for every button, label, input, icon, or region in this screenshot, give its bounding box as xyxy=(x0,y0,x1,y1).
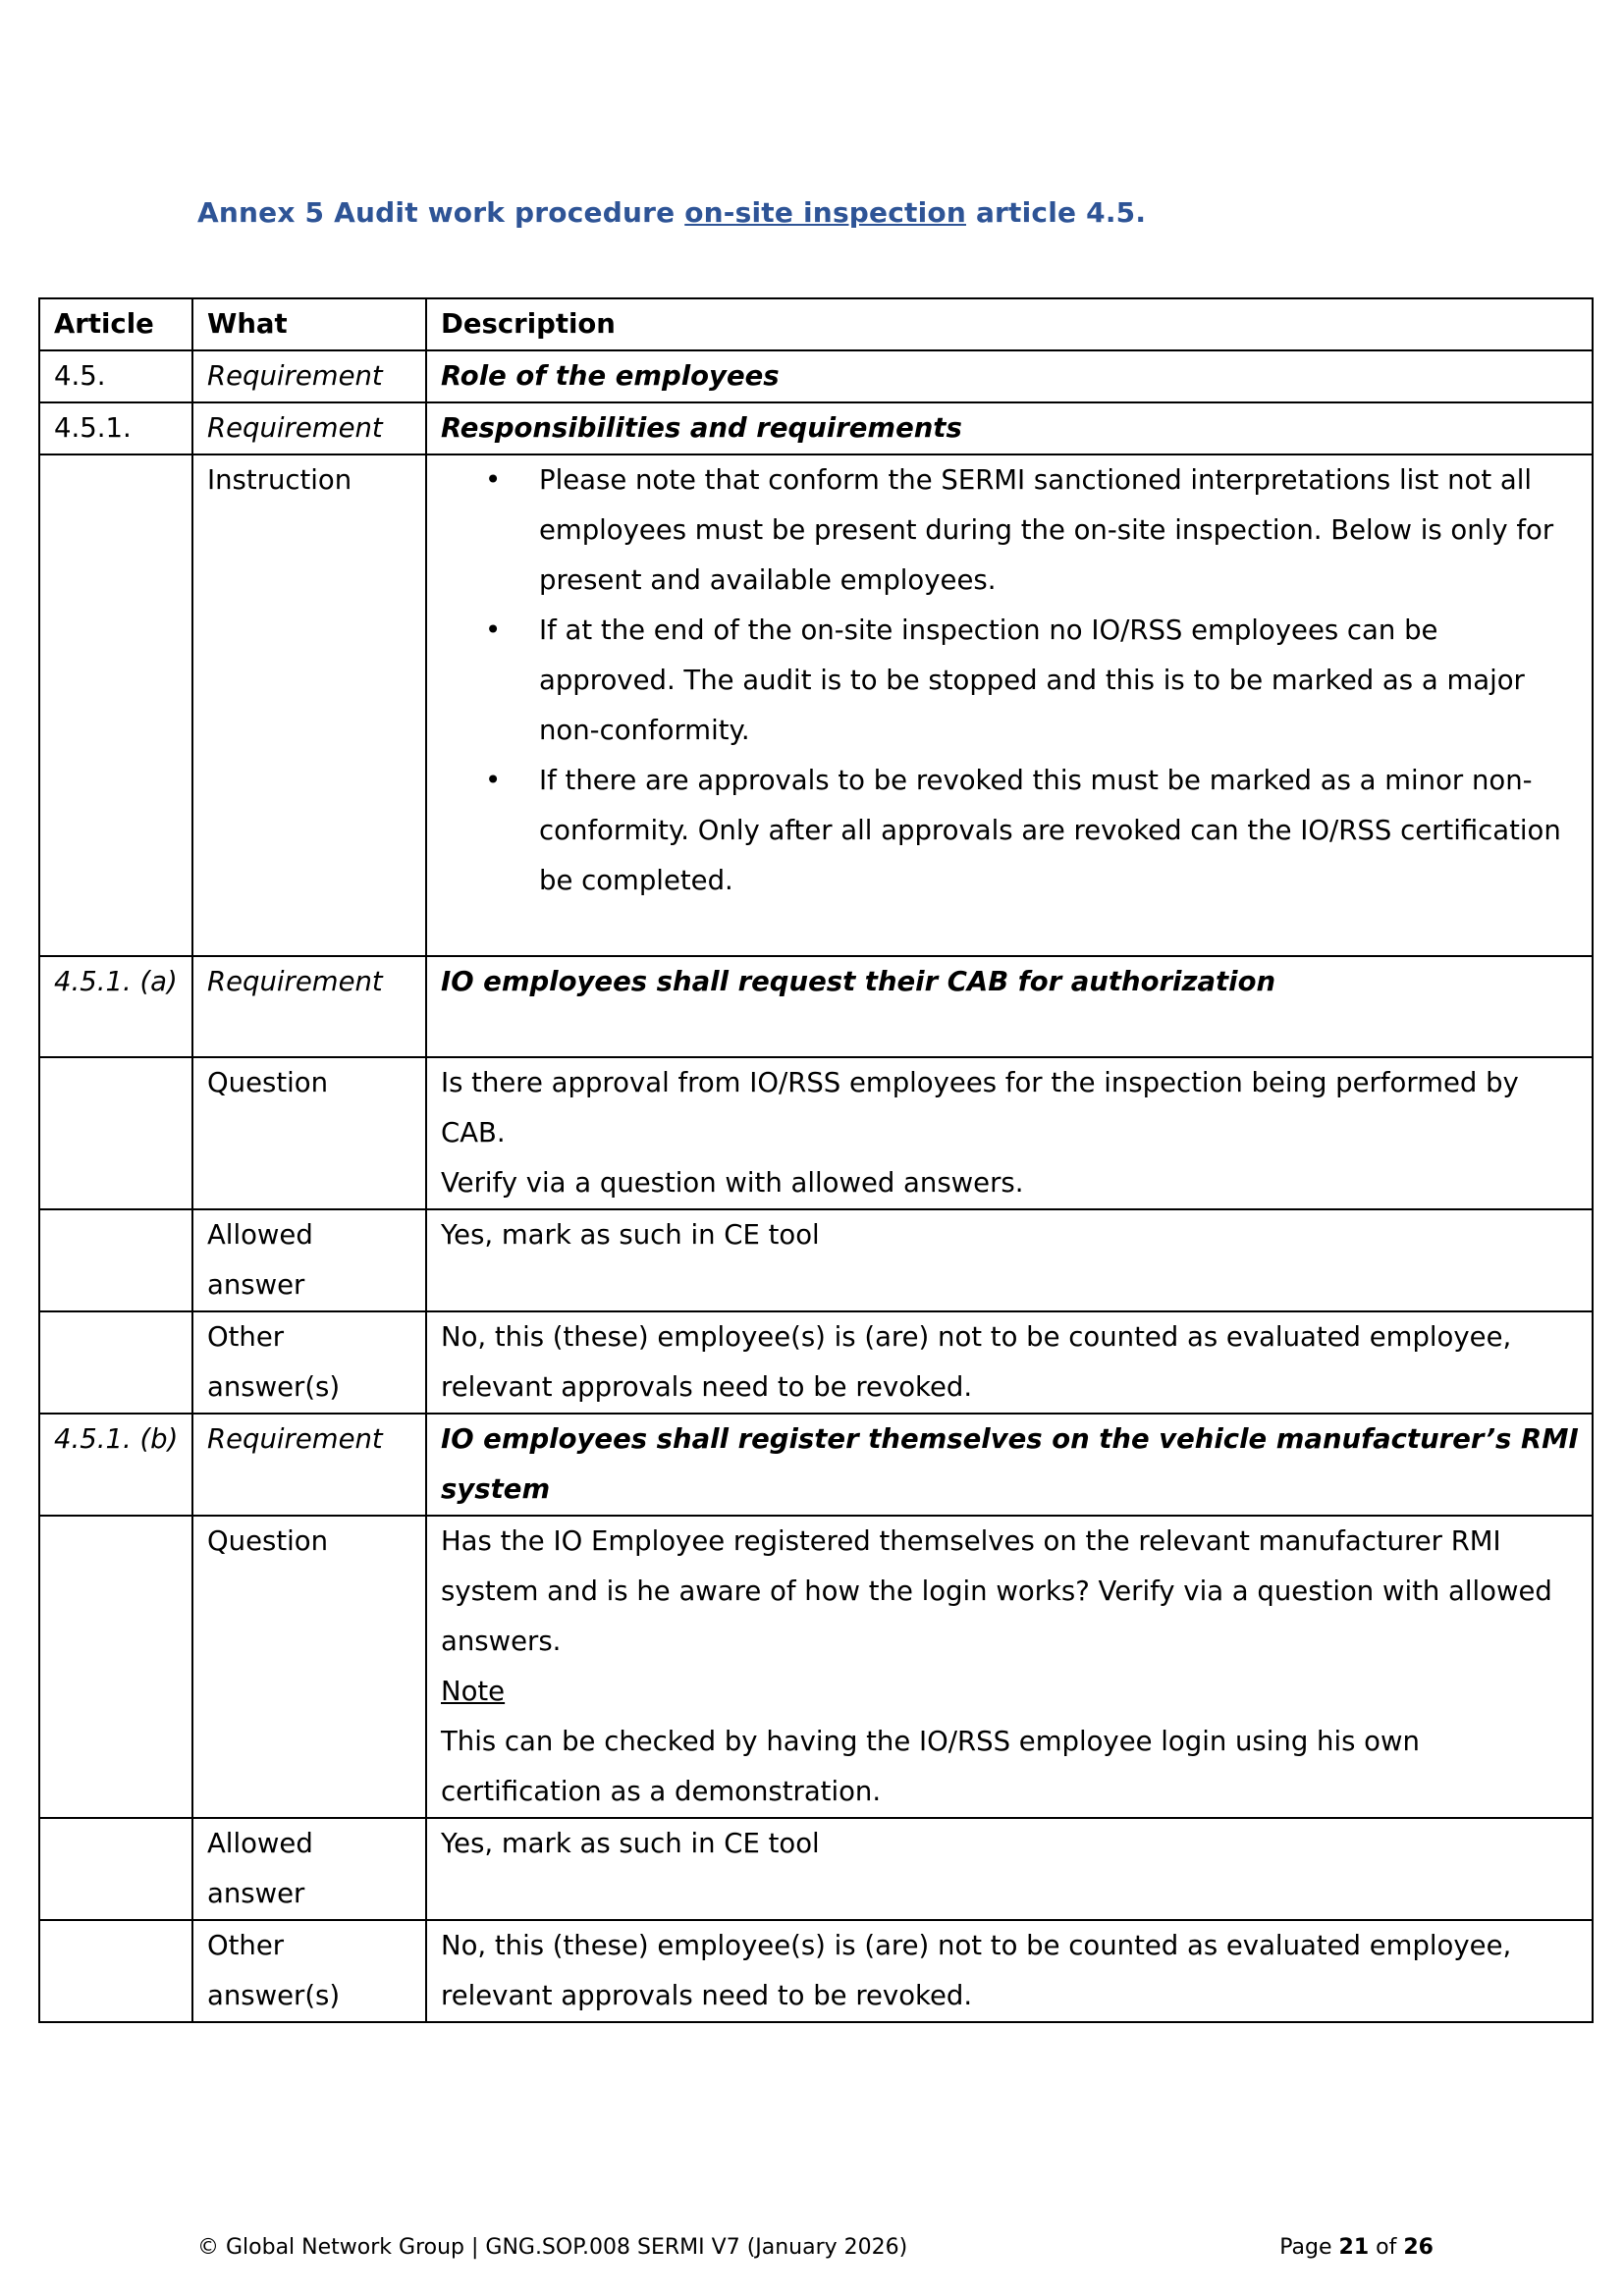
article-cell xyxy=(39,1920,192,2022)
article-cell: 4.5.1. xyxy=(39,402,192,454)
table-row xyxy=(39,402,1593,454)
annex-title-suffix: article 4.5. xyxy=(966,196,1147,229)
instruction-list xyxy=(441,455,1580,906)
note-label: Note xyxy=(441,1676,506,1707)
description-cell xyxy=(426,1057,1593,1209)
question-line: Verify via a question with allowed answers. xyxy=(441,1167,1024,1199)
table-row xyxy=(39,1920,1593,2022)
on-site-inspection-link[interactable]: on-site inspection xyxy=(684,196,966,229)
what-cell: Requirement xyxy=(192,402,426,454)
header-description: Description xyxy=(426,298,1593,350)
what-cell: Question xyxy=(192,1516,426,1818)
list-item-text: Please note that conform the SERMI sanctioned interpretations list not all employees must be present during the on-site inspection. Below is only for present and available employees. xyxy=(539,464,1554,596)
what-cell: Question xyxy=(192,1057,426,1209)
description-cell: No, this (these) employee(s) is (are) not to be counted as evaluated employee, relevant approvals need to be revoked. xyxy=(426,1920,1593,2022)
annex-title xyxy=(197,196,1146,229)
header-article: Article xyxy=(39,298,192,350)
list-item-text: If at the end of the on-site inspection no IO/RSS employees can be approved. The audit is to be stopped and this is to be marked as a major non-conformity. xyxy=(539,614,1525,746)
article-cell xyxy=(39,1516,192,1818)
table-row xyxy=(39,956,1593,1057)
description-cell: Responsibilities and requirements xyxy=(426,402,1593,454)
article-cell xyxy=(39,1311,192,1414)
table-row xyxy=(39,1057,1593,1209)
description-cell: Yes, mark as such in CE tool xyxy=(426,1209,1593,1311)
article-cell xyxy=(39,1818,192,1920)
annex-title-prefix: Annex 5 Audit work procedure xyxy=(197,196,685,229)
article-cell: 4.5.1. (b) xyxy=(39,1414,192,1516)
what-cell: Allowed answer xyxy=(192,1209,426,1311)
description-cell: IO employees shall register themselves on the vehicle manufacturer’s RMI system xyxy=(426,1414,1593,1516)
note-text: This can be checked by having the IO/RSS employee login using his own certification as a demonstration. xyxy=(441,1726,1420,1807)
list-item xyxy=(441,756,1580,906)
what-cell: Other answer(s) xyxy=(192,1920,426,2022)
page-total: 26 xyxy=(1403,2235,1434,2260)
table-row xyxy=(39,1414,1593,1516)
page-of: of xyxy=(1369,2235,1404,2260)
table-row xyxy=(39,1818,1593,1920)
list-item-text: If there are approvals to be revoked this must be marked as a minor non-conformity. Only after all approvals are revoked can the IO/RSS certification be completed. xyxy=(539,765,1561,896)
list-item xyxy=(441,455,1580,606)
page-number xyxy=(1279,2235,1434,2260)
table-row xyxy=(39,350,1593,402)
bullet-icon: • xyxy=(485,614,502,646)
page-current: 21 xyxy=(1338,2235,1370,2260)
article-cell: 4.5.1. (a) xyxy=(39,956,192,1057)
article-cell: 4.5. xyxy=(39,350,192,402)
header-what: What xyxy=(192,298,426,350)
what-cell: Requirement xyxy=(192,350,426,402)
description-cell: Yes, mark as such in CE tool xyxy=(426,1818,1593,1920)
description-cell xyxy=(426,454,1593,956)
page-label: Page xyxy=(1279,2235,1339,2260)
table-row xyxy=(39,1311,1593,1414)
what-cell: Requirement xyxy=(192,1414,426,1516)
table-row xyxy=(39,454,1593,956)
question-line: Is there approval from IO/RSS employees for the inspection being performed by CAB. xyxy=(441,1067,1519,1148)
table-row xyxy=(39,1209,1593,1311)
question-line: Has the IO Employee registered themselves on the relevant manufacturer RMI system and is he aware of how the login works? Verify via a question with allowed answers. xyxy=(441,1525,1552,1657)
description-cell: Role of the employees xyxy=(426,350,1593,402)
description-cell: No, this (these) employee(s) is (are) not to be counted as evaluated employee, relevant approvals need to be revoked. xyxy=(426,1311,1593,1414)
table-row xyxy=(39,1516,1593,1818)
audit-procedure-table xyxy=(38,297,1594,2023)
what-cell: Allowed answer xyxy=(192,1818,426,1920)
description-cell xyxy=(426,1516,1593,1818)
bullet-icon: • xyxy=(485,765,502,796)
article-cell xyxy=(39,454,192,956)
article-cell xyxy=(39,1057,192,1209)
footer-copyright: © Global Network Group | GNG.SOP.008 SERMI V7 (January 2026) xyxy=(197,2235,908,2260)
what-cell: Requirement xyxy=(192,956,426,1057)
what-cell: Instruction xyxy=(192,454,426,956)
bullet-icon: • xyxy=(485,464,502,496)
description-cell: IO employees shall request their CAB for authorization xyxy=(426,956,1593,1057)
article-cell xyxy=(39,1209,192,1311)
what-cell: Other answer(s) xyxy=(192,1311,426,1414)
list-item xyxy=(441,606,1580,756)
table-header-row xyxy=(39,298,1593,350)
